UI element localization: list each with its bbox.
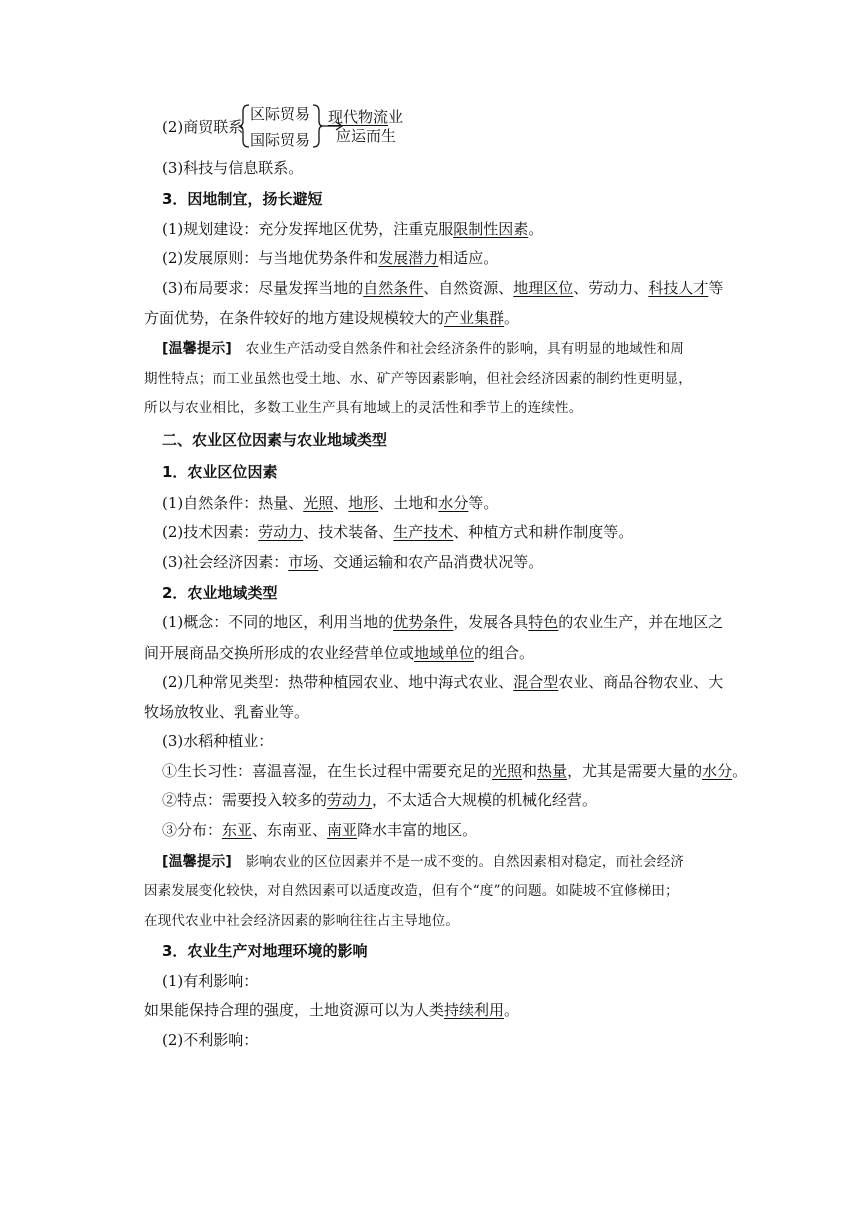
text-line: (1)规划建设：充分发挥地区优势，注重克服限制性因素。 xyxy=(162,220,544,238)
text-line: (3)科技与信息联系。 xyxy=(162,159,304,177)
heading-3: 3．因地制宜，扬长避短 xyxy=(162,190,323,208)
text-line: (3)布局要求：尽量发挥当地的自然条件、自然资源、地理区位、劳动力、科技人才等 xyxy=(162,279,724,297)
text-line: (1)有利影响： xyxy=(162,972,259,990)
tip-line: 因素发展变化较快，对自然因素可以适度改造，但有个“度”的问题。如陡坡不宜修梯田； xyxy=(144,883,679,899)
text-line: (2)发展原则：与当地优势条件和发展潜力相适应。 xyxy=(162,249,499,267)
trade-item-1: 区际贸易 xyxy=(250,105,311,123)
text-line: 牧场放牧业、乳畜业等。 xyxy=(144,703,310,721)
trade-diagram xyxy=(162,103,482,149)
trade-result-2: 应运而生 xyxy=(336,127,397,145)
text-line: 如果能保持合理的强度，土地资源可以为人类持续利用。 xyxy=(144,1001,520,1019)
tip-line: 在现代农业中社会经济因素的影响往往占主导地位。 xyxy=(144,913,460,929)
text-line: (3)水稻种植业： xyxy=(162,732,274,750)
tip-label: [温馨提示] xyxy=(162,341,232,357)
section-heading: 二、农业区位因素与农业地域类型 xyxy=(162,431,388,449)
text-line: ①生长习性：喜温喜湿，在生长过程中需要充足的光照和热量，尤其是需要大量的水分。 xyxy=(162,762,748,780)
heading-3: 3．农业生产对地理环境的影响 xyxy=(162,942,368,960)
trade-label: (2)商贸联系 xyxy=(162,118,244,136)
trade-result-1: 现代物流业 xyxy=(328,108,404,126)
tip-line: 期性特点；而工业虽然也受土地、水、矿产等因素影响，但社会经济因素的制约性更明显， xyxy=(144,371,692,387)
text-line: (2)技术因素：劳动力、技术装备、生产技术、种植方式和耕作制度等。 xyxy=(162,523,634,541)
tip-line: [温馨提示] 影响农业的区位因素并不是一成不变的。自然因素相对稳定，而社会经济 xyxy=(162,854,685,870)
text-line: (2)不利影响： xyxy=(162,1031,259,1049)
text-line: ②特点：需要投入较多的劳动力，不太适合大规模的机械化经营。 xyxy=(162,791,598,809)
tip-label: [温馨提示] xyxy=(162,854,232,870)
trade-item-2: 国际贸易 xyxy=(250,131,311,149)
tip-line: [温馨提示] 农业生产活动受自然条件和社会经济条件的影响，具有明显的地域性和周 xyxy=(162,341,685,357)
text-line: (3)社会经济因素：市场、交通运输和农产品消费状况等。 xyxy=(162,553,544,571)
text-line: ③分布：东亚、东南亚、南亚降水丰富的地区。 xyxy=(162,821,478,839)
text-line: 间开展商品交换所形成的农业经营单位或地域单位的组合。 xyxy=(144,644,535,662)
heading-2: 2．农业地域类型 xyxy=(162,584,278,602)
tip-line: 所以与农业相比，多数工业生产具有地域上的灵活性和季节上的连续性。 xyxy=(144,400,583,416)
text-line: (1)自然条件：热量、光照、地形、土地和水分等。 xyxy=(162,494,499,512)
text-line: 方面优势，在条件较好的地方建设规模较大的产业集群。 xyxy=(144,309,520,327)
text-line: (1)概念：不同的地区，利用当地的优势条件，发展各具特色的农业生产，并在地区之 xyxy=(162,613,724,631)
text-line: (2)几种常见类型：热带种植园农业、地中海式农业、混合型农业、商品谷物农业、大 xyxy=(162,673,724,691)
heading-1: 1．农业区位因素 xyxy=(162,463,278,481)
